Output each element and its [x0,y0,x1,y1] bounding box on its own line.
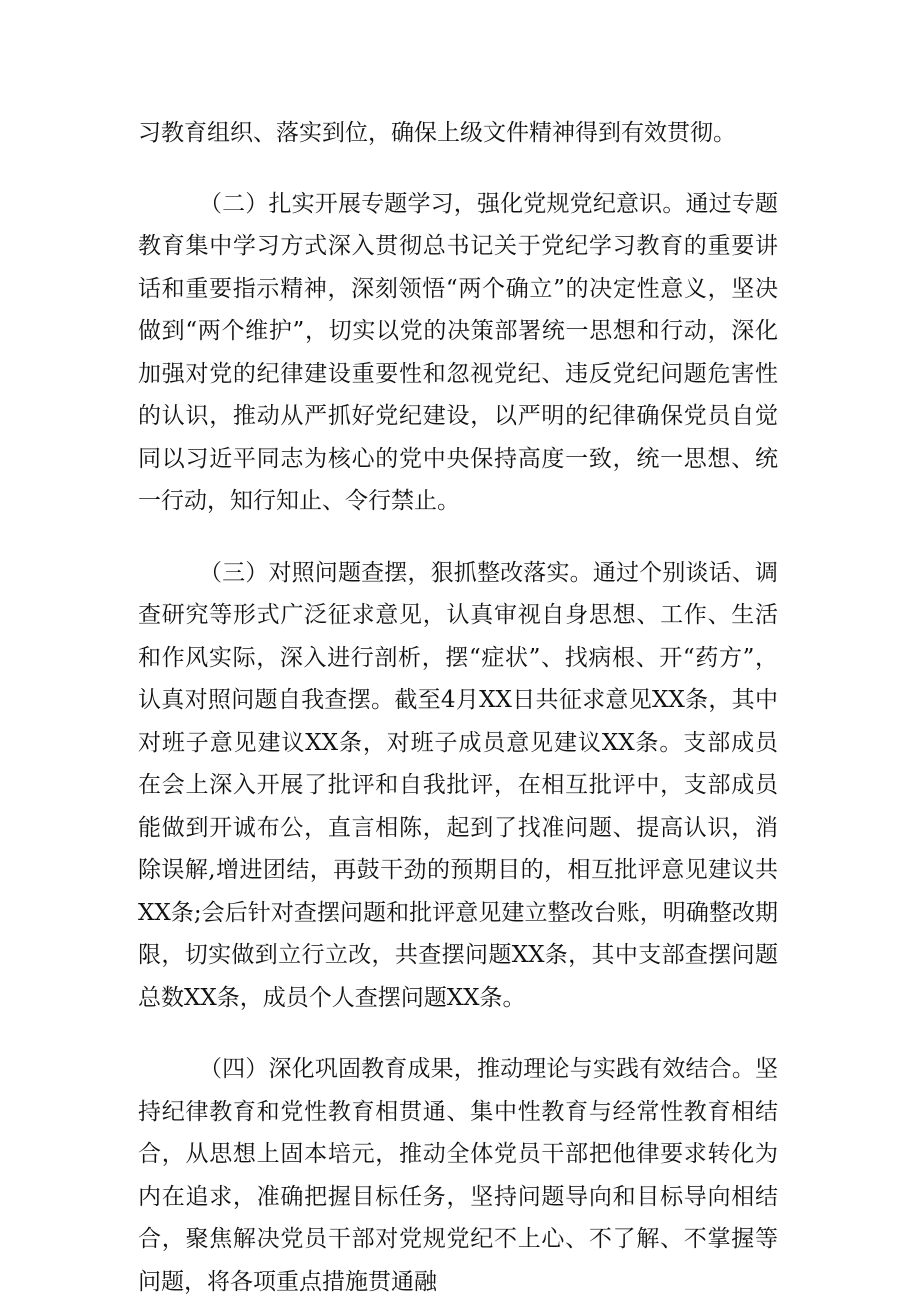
paragraph-continuation: 习教育组织、落实到位，确保上级文件精神得到有效贯彻。 [138,120,736,146]
document-body [138,112,778,1303]
paragraph-section-4: （四）深化巩固教育成果，推动理论与实践有效结合。坚持纪律教育和党性教育相贯通、集中性教育与经常性教育相结合，从思想上固本培元，推动全体党员干部把他律要求转化为内在追求，准确把握目标任务，坚持问题导向和目标导向相结合，聚焦解决党员干部对党规党纪不上心、不了解、不掌握等问题，将各项重点措施贯通融 [138,1056,778,1295]
paragraph-section-3: （三）对照问题查摆，狠抓整改落实。通过个别谈话、调查研究等形式广泛征求意见，认真审视自身思想、工作、生活和作风实际，深入进行剖析，摆“症状”、找病根、开“药方”，认真对照问题自我查摆。截至4月XX日共征求意见XX条，其中对班子意见建议XX条，对班子成员意见建议XX条。支部成员在会上深入开展了批评和自我批评，在相互批评中，支部成员能做到开诚布公，直言相陈，起到了找准问题、提高认识，消除误解,增进团结，再鼓干劲的预期目的，相互批评意见建议共XX条;会后针对查摆问题和批评意见建立整改台账，明确整改期限，切实做到立行立改，共查摆问题XX条，其中支部查摆问题总数XX条，成员个人查摆问题XX条。 [138,559,778,1011]
paragraph-section-2: （二）扎实开展专题学习，强化党规党纪意识。通过专题教育集中学习方式深入贯彻总书记关于党纪学习教育的重要讲话和重要指示精神，深刻领悟“两个确立”的决定性意义，坚决做到“两个维护”，切实以党的决策部署统一思想和行动，深化加强对党的纪律建设重要性和忽视党纪、违反党纪问题危害性的认识，推动从严抓好党纪建设，以严明的纪律确保党员自觉同以习近平同志为核心的党中央保持高度一致，统一思想、统一行动，知行知止、令行禁止。 [138,190,778,514]
